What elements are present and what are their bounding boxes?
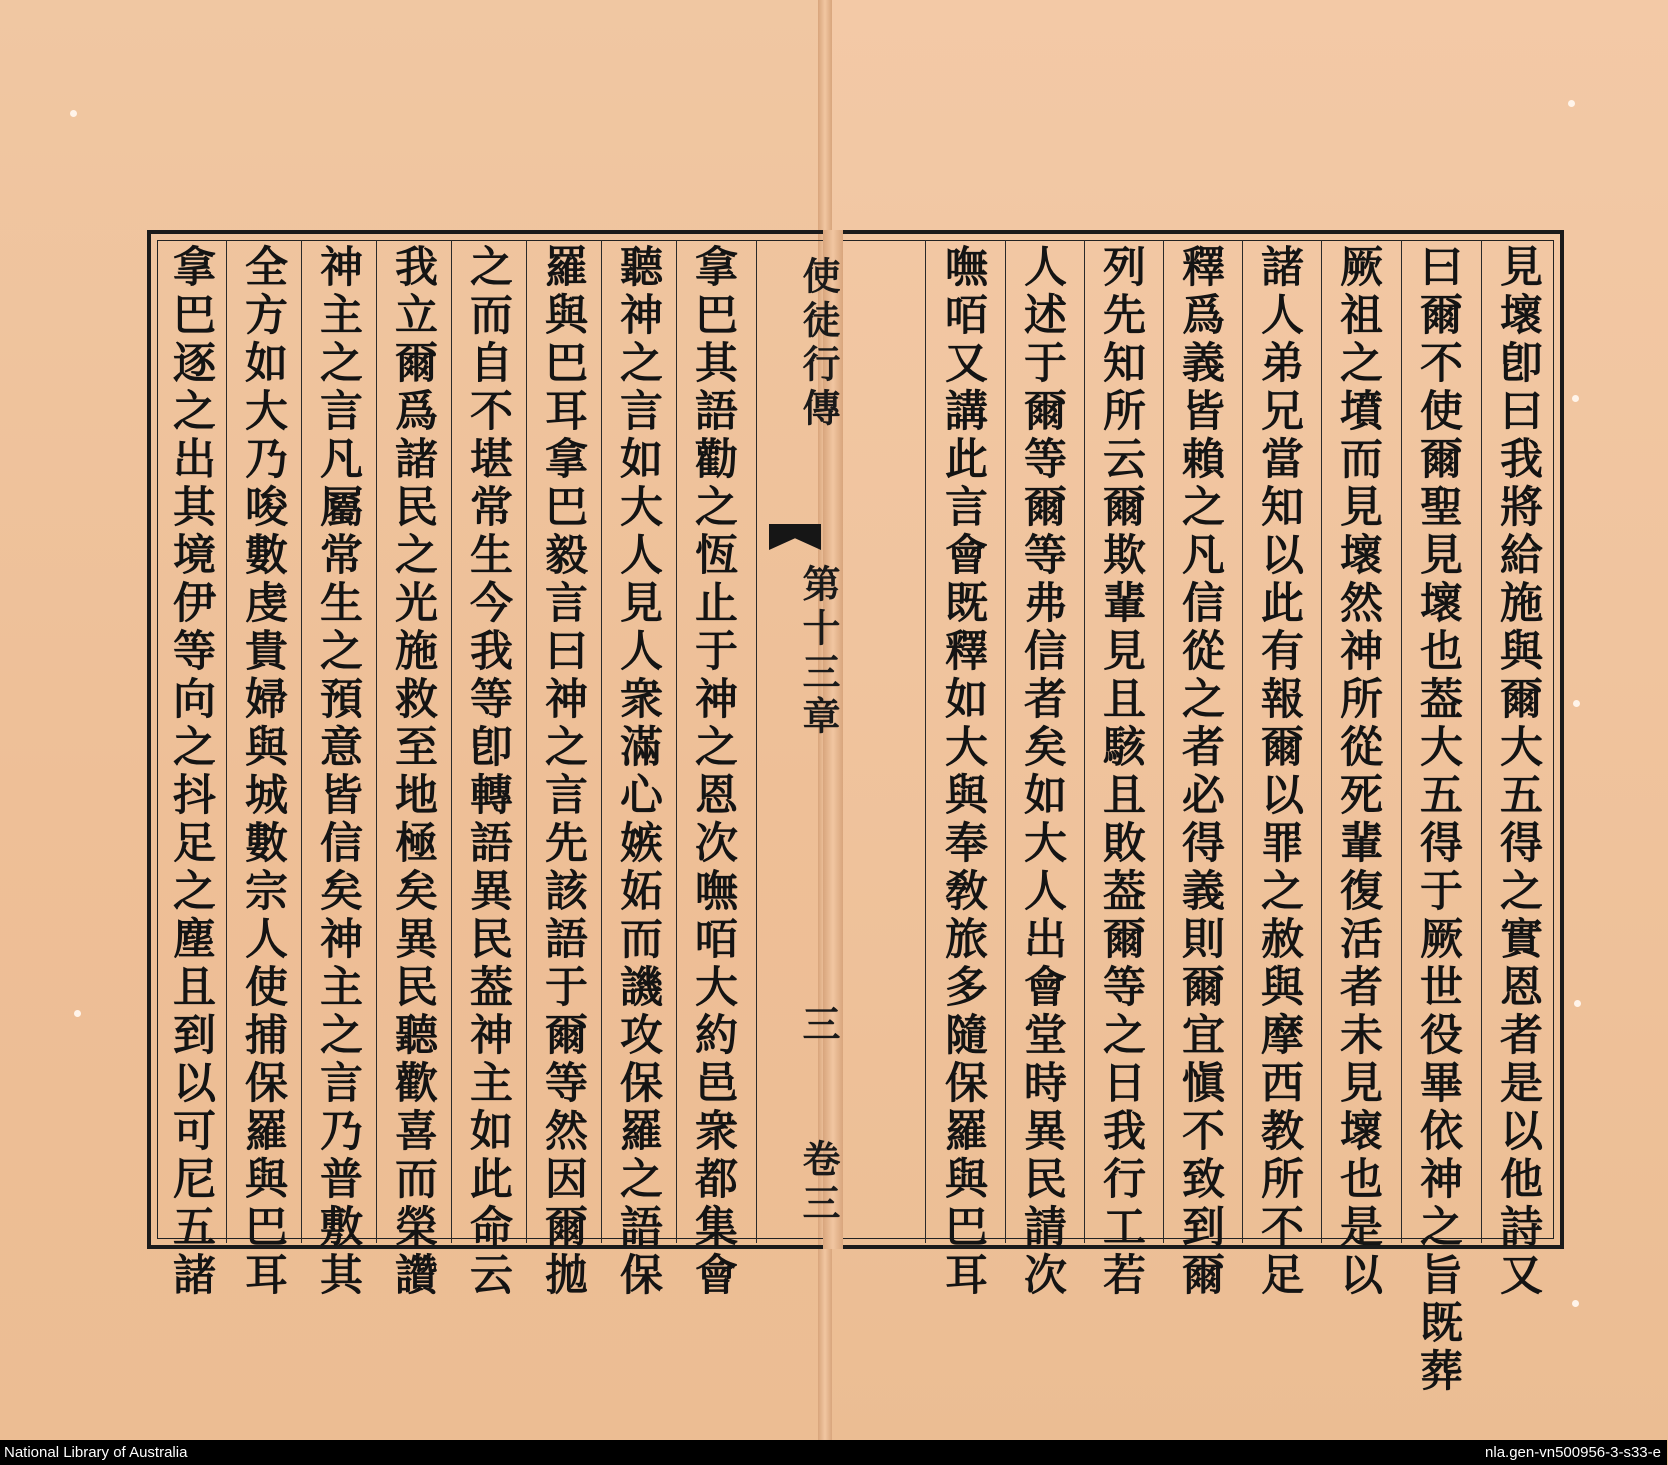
text-column: 列先知所云爾欺輩見且駭且敗葢爾等之日我行工若 xyxy=(1096,244,1146,1300)
column-rule xyxy=(601,240,602,1243)
column-rule xyxy=(1321,240,1322,1243)
binding-hole xyxy=(74,1010,81,1017)
binding-hole xyxy=(70,110,77,117)
text-column: 聽神之言如大人見人衆滿心嫉妬而譏攻保羅之語保 xyxy=(613,244,663,1300)
text-column: 厥祖之墳而見壞然神所從死輩復活者未見壞也是以 xyxy=(1333,244,1383,1300)
volume-label: 卷三 xyxy=(796,1139,841,1227)
column-rule xyxy=(301,240,302,1243)
item-identifier: nla.gen-vn500956-3-s33-e xyxy=(1485,1444,1661,1461)
text-column: 釋爲義皆賴之凡信從之者必得義則爾宜愼不致到爾 xyxy=(1175,244,1225,1300)
heart-rule xyxy=(756,240,757,1243)
binding-hole xyxy=(1568,100,1575,107)
column-rule xyxy=(1401,240,1402,1243)
column-rule xyxy=(1242,240,1243,1243)
column-rule xyxy=(1084,240,1085,1243)
text-column: 諸人弟兄當知以此有報爾以罪之赦與摩西教所不足 xyxy=(1254,244,1304,1300)
text-column: 神主之言凡屬常生之預意皆信矣神主之言乃普敷其 xyxy=(313,244,363,1300)
text-column: 曰爾不使爾聖見壞也葢大五得于厥世役畢依神之旨既葬 xyxy=(1413,244,1463,1396)
column-rule xyxy=(526,240,527,1243)
column-rule xyxy=(1481,240,1482,1243)
leaf-number: 三 xyxy=(796,1004,841,1048)
column-rule xyxy=(376,240,377,1243)
column-rule xyxy=(1005,240,1006,1243)
column-rule xyxy=(676,240,677,1243)
book-title: 使徒行傳 xyxy=(796,256,841,432)
text-column: 人述于爾等爾等弗信者矣如大人出會堂時異民請次 xyxy=(1017,244,1067,1300)
text-column: 拿巴逐之出其境伊等向之抖足之塵且到以可尼五諸 xyxy=(166,244,216,1300)
text-column: 見壞卽曰我將給施與爾大五得之實恩者是以他詩又 xyxy=(1493,244,1543,1300)
text-column: 拿巴其語勸之恆止于神之恩次嘸咟大約邑衆都集會 xyxy=(688,244,738,1300)
binding-hole xyxy=(1574,1000,1581,1007)
binding-hole xyxy=(1572,395,1579,402)
column-rule xyxy=(226,240,227,1243)
text-column: 全方如大乃唆數虔貴婦與城數宗人使捕保羅與巴耳 xyxy=(238,244,288,1300)
column-rule xyxy=(451,240,452,1243)
heart-rule xyxy=(925,240,926,1243)
text-column: 嘸咟又講此言會既釋如大與奉敎旅多隨保羅與巴耳 xyxy=(938,244,988,1300)
printed-text-block xyxy=(147,230,1564,1396)
binding-hole xyxy=(1572,1300,1579,1307)
binding-hole xyxy=(1573,700,1580,707)
chapter-heading: 第十三章 xyxy=(796,564,841,740)
text-column: 之而自不堪常生今我等卽轉語異民葢神主如此命云 xyxy=(463,244,513,1300)
column-rule xyxy=(1163,240,1164,1243)
archive-footer-bar xyxy=(0,1440,1667,1465)
text-column: 羅與巴耳拿巴毅言曰神之言先該語于爾等然因爾拋 xyxy=(538,244,588,1300)
text-column: 我立爾爲諸民之光施救至地極矣異民聽歡喜而榮讚 xyxy=(388,244,438,1300)
institution-label: National Library of Australia xyxy=(4,1444,188,1461)
